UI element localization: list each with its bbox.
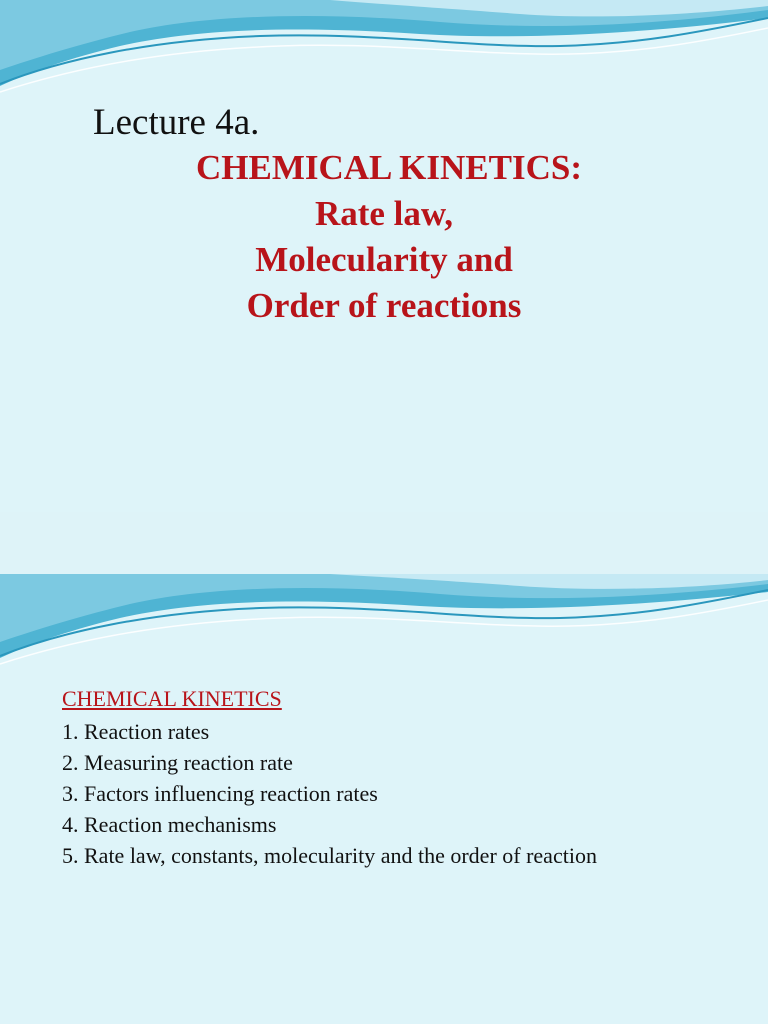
title-line-2: Rate law, <box>314 194 454 233</box>
topic-list <box>62 716 597 871</box>
list-item: 5. Rate law, constants, molecularity and the order of reaction <box>62 843 597 868</box>
list-item: 1. Reaction rates <box>62 719 210 744</box>
wave-header-decoration <box>0 0 768 100</box>
slide-title <box>0 145 768 329</box>
title-line-4: Order of reactions <box>246 286 522 325</box>
lecture-label: Lecture 4a. <box>93 102 260 143</box>
contents-slide <box>0 574 768 1024</box>
section-heading: CHEMICAL KINETICS <box>62 686 282 711</box>
title-line-3: Molecularity and <box>255 240 513 279</box>
list-item: 3. Factors influencing reaction rates <box>62 781 378 806</box>
list-item: 4. Reaction mechanisms <box>62 812 277 837</box>
wave-header-decoration <box>0 574 768 668</box>
title-line-1: CHEMICAL KINETICS: <box>195 148 583 187</box>
list-item: 2. Measuring reaction rate <box>62 750 293 775</box>
